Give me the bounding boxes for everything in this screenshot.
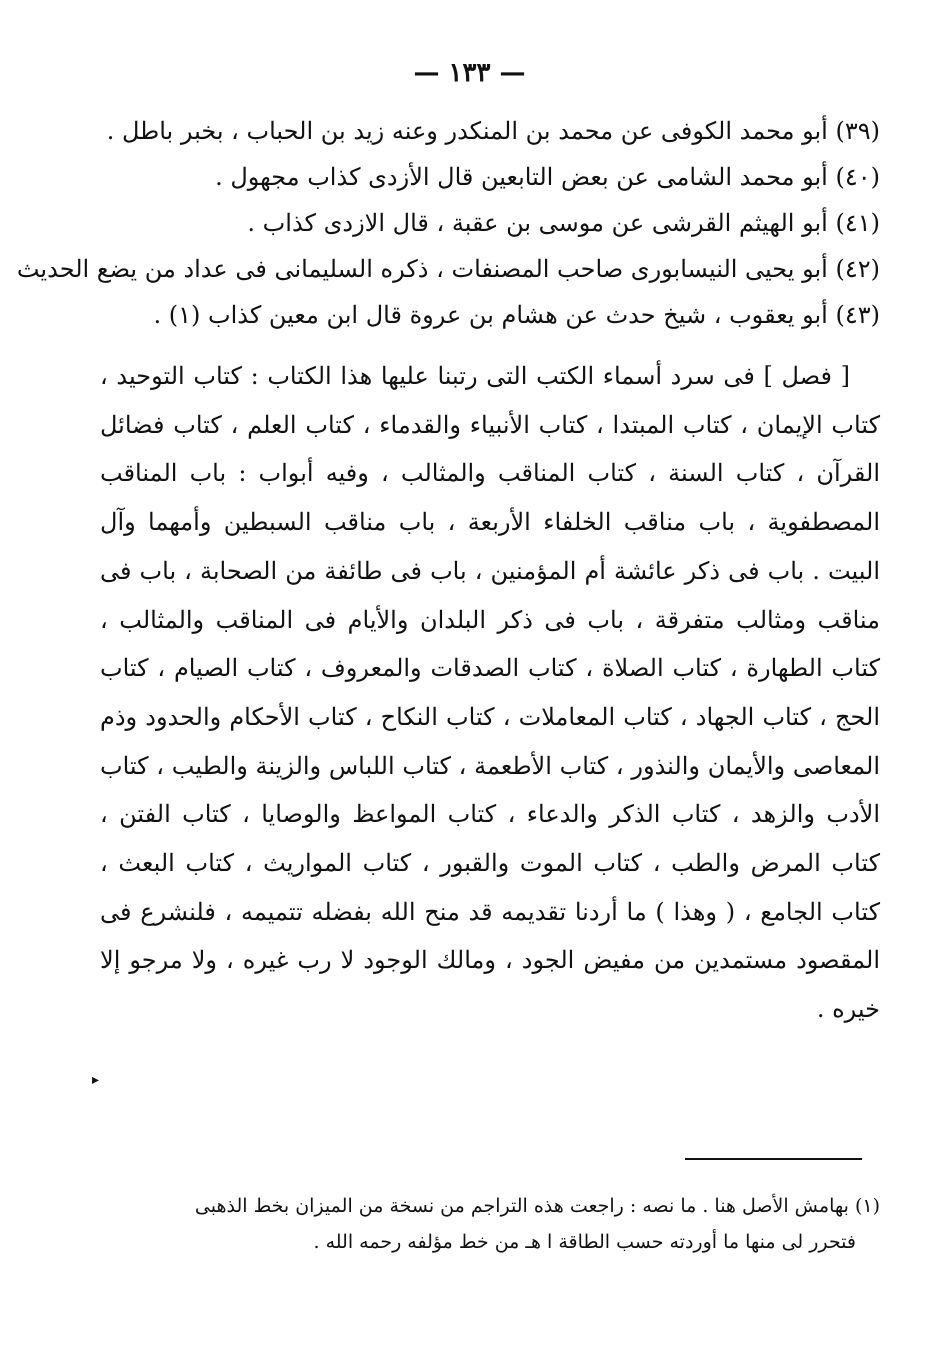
page-number: — ١٣٣ — bbox=[413, 58, 526, 88]
narrator-entries bbox=[16, 108, 880, 338]
footnote bbox=[100, 1188, 880, 1260]
book-list-section: [ فصل ] فى سرد أسماء الكتب التى رتبنا عليها هذا الكتاب : كتاب التوحيد ، كتاب الإيمان ، كتاب المبتدا ، كتاب الأنبياء والقدماء ، كتاب العلم ، كتاب فضائل القرآن ، كتاب السنة ، كتاب المناقب والمثالب ، وفيه أبواب : باب المناقب المصطفوية ، باب مناقب الخلفاء الأربعة ، باب مناقب السبطين وأمهما وآل البيت . باب فى ذكر عائشة أم المؤمنين ، باب فى طائفة من الصحابة ، باب فى مناقب ومثالب متفرقة ، باب فى ذكر البلدان والأيام فى المناقب والمثالب ، كتاب الطهارة ، كتاب الصلاة ، كتاب الصدقات والمعروف ، كتاب الصيام ، كتاب الحج ، كتاب الجهاد ، كتاب المعاملات ، كتاب النكاح ، كتاب الأحكام والحدود وذم المعاصى والأيمان والنذور ، كتاب الأطعمة ، كتاب اللباس والزينة والطيب ، كتاب الأدب والزهد ، كتاب الذكر والدعاء ، كتاب المواعظ والوصايا ، كتاب الفتن ، كتاب المرض والطب ، كتاب الموت والقبور ، كتاب المواريث ، كتاب البعث ، كتاب الجامع ، ( وهذا ) ما أردنا تقديمه قد منح الله بفضله تتميمه ، فلنشرع فى المقصود مستمدين من مفيض الجود ، ومالك الوجود لا رب غيره ، ولا مرجو إلا خيره . bbox=[100, 362, 880, 1024]
entry-40: (٤٠) أبو محمد الشامى عن بعض التابعين قال الأزدى كذاب مجهول . bbox=[215, 163, 880, 191]
footnote-line-1: (١) بهامش الأصل هنا . ما نصه : راجعت هذه التراجم من نسخة من الميزان بخط الذهبى bbox=[194, 1195, 880, 1217]
footnote-line-2: فتحرر لى منها ما أوردته حسب الطاقة ا هـ من خط مؤلفه رحمه الله . bbox=[313, 1231, 856, 1253]
footnote-divider bbox=[685, 1158, 862, 1160]
entry-43: (٤٣) أبو يعقوب ، شيخ حدث عن هشام بن عروة قال ابن معين كذاب (١) . bbox=[153, 301, 880, 329]
entry-41: (٤١) أبو الهيثم القرشى عن موسى بن عقبة ، قال الازدى كذاب . bbox=[247, 209, 880, 237]
entry-42: (٤٢) أبو يحيى النيسابورى صاحب المصنفات ، ذكره السليمانى فى عداد من يضع الحديث bbox=[16, 255, 880, 283]
entry-39: (٣٩) أبو محمد الكوفى عن محمد بن المنكدر وعنه زيد بن الحباب ، بخبر باطل . bbox=[106, 117, 880, 145]
stray-ink-mark: ▸ bbox=[92, 1072, 100, 1088]
